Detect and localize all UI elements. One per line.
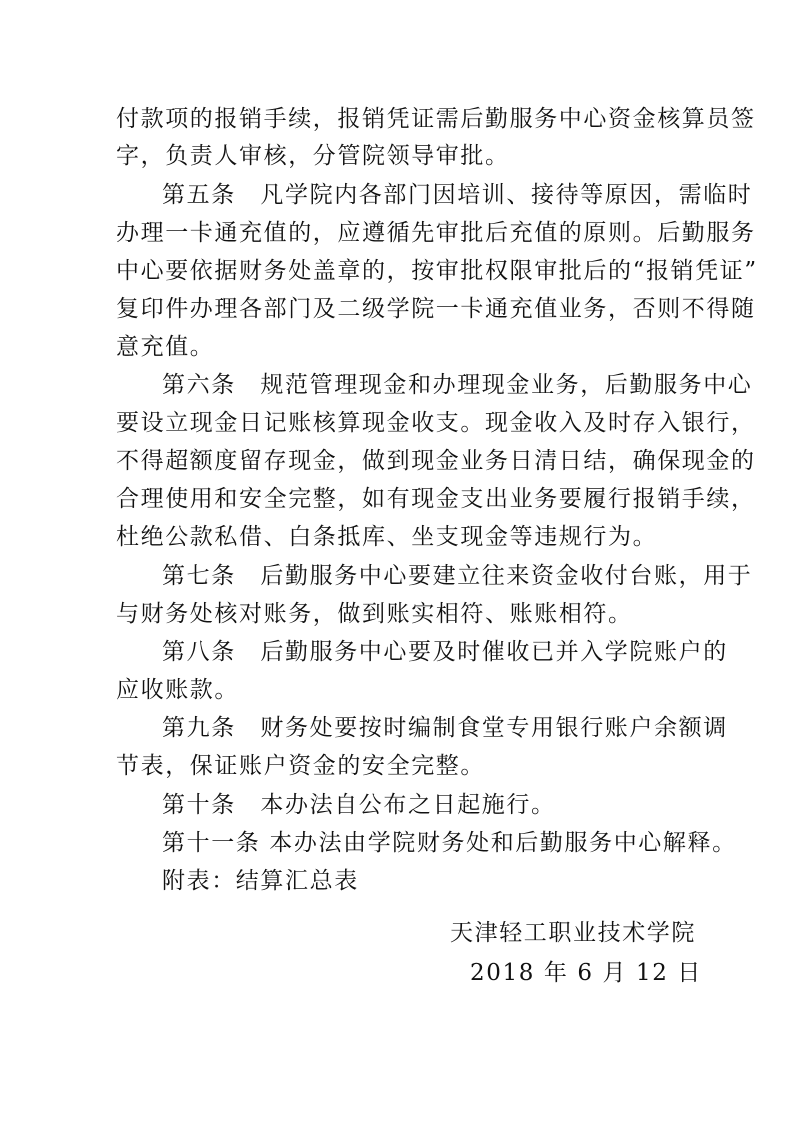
text-line: 复印件办理各部门及二级学院一卡通充值业务，否则不得随: [116, 296, 756, 322]
article-10-line: 第十条 本办法自公布之日起施行。: [162, 792, 556, 818]
text-line: 杜绝公款私借、白条抵库、坐支现金等违规行为。: [116, 524, 658, 550]
text-line: 中心要依据财务处盖章的，按审批权限审批后的“报销凭证”: [116, 258, 758, 284]
text-line: 合理使用和安全完整，如有现金支出业务要履行报销手续，: [116, 486, 756, 512]
text-line: 办理一卡通充值的，应遵循先审批后充值的原则。后勤服务: [116, 220, 756, 246]
text-line: 不得超额度留存现金，做到现金业务日清日结，确保现金的: [116, 448, 756, 474]
text-line: 与财务处核对账务，做到账实相符、账账相符。: [116, 601, 633, 627]
article-7-line: 第七条 后勤服务中心要建立往来资金收付台账，用于: [162, 563, 753, 589]
text-line: 要设立现金日记账核算现金收支。现金收入及时存入银行，: [116, 410, 756, 436]
article-6-line: 第六条 规范管理现金和办理现金业务，后勤服务中心: [162, 372, 753, 398]
signature-date: 2018 年 6 月 12 日: [470, 960, 702, 986]
article-5-line: 第五条 凡学院内各部门因培训、接待等原因，需临时: [162, 182, 753, 208]
text-line: 字，负责人审核，分管院领导审批。: [116, 143, 510, 169]
attachment-line: 附表：结算汇总表: [162, 868, 359, 894]
article-8-line: 第八条 后勤服务中心要及时催收已并入学院账户的: [162, 639, 728, 665]
text-line: 节表，保证账户资金的安全完整。: [116, 753, 485, 779]
article-11-line: 第十一条 本办法由学院财务处和后勤服务中心解释。: [162, 830, 737, 856]
signature-organization: 天津轻工职业技术学院: [450, 920, 696, 946]
article-9-line: 第九条 财务处要按时编制食堂专用银行账户余额调: [162, 715, 728, 741]
text-line: 付款项的报销手续，报销凭证需后勤服务中心资金核算员签: [116, 106, 756, 132]
text-line: 应收账款。: [116, 677, 239, 703]
text-line: 意充值。: [116, 334, 215, 360]
